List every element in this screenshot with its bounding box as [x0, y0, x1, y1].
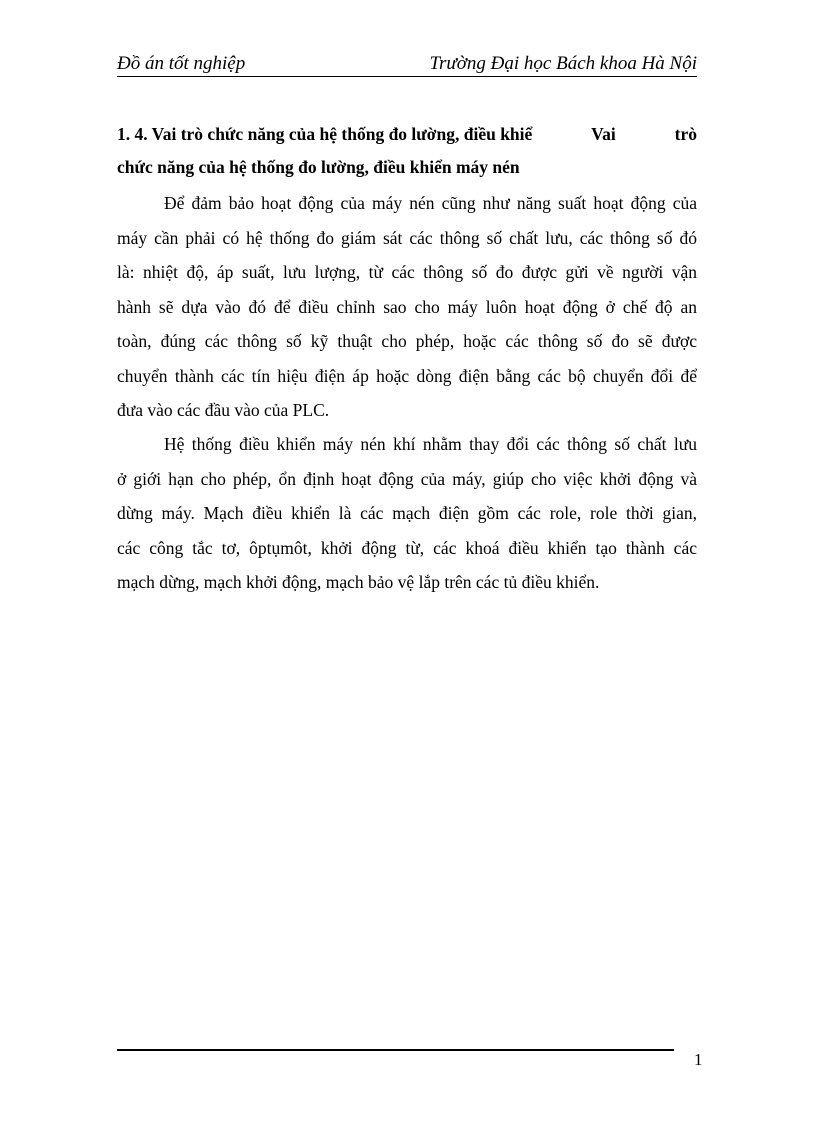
paragraph-line: hành sẽ dựa vào đó để điều chỉnh sao cho máy luôn hoạt động ở chế độ an: [117, 296, 697, 317]
heading-part-c: trò: [674, 124, 697, 144]
footer-divider: [117, 1049, 674, 1051]
paragraph-line: mạch dừng, mạch khởi động, mạch bảo vệ lắp trên các tủ điều khiển.: [117, 572, 600, 592]
paragraph-line: toàn, đúng các thông số kỹ thuật cho phép, hoặc các thông số đo sẽ được: [117, 331, 697, 351]
paragraph-line: là: nhiệt độ, áp suất, lưu lượng, từ các thông số đo được gửi về người vận: [117, 262, 697, 282]
page-number: 1: [694, 1050, 703, 1069]
paragraph-line: Để đảm bảo hoạt động của máy nén cũng như năng suất hoạt động của: [164, 193, 697, 213]
header-left-text: Đồ án tốt nghiệp: [117, 53, 246, 74]
paragraph-2: [117, 427, 697, 600]
paragraph-line: ở giới hạn cho phép, ổn định hoạt động của máy, giúp cho việc khởi động và: [117, 468, 697, 489]
section-heading: [117, 118, 697, 184]
section-heading-line-1: [117, 118, 697, 151]
section-heading-line-2: chức năng của hệ thống đo lường, điều khiển máy nén: [117, 157, 520, 177]
paragraph-line: các công tắc tơ, ôptụmôt, khởi động từ, các khoá điều khiển tạo thành các: [117, 537, 697, 558]
paragraph-line: Hệ thống điều khiển máy nén khí nhằm thay đổi các thông số chất lưu: [164, 434, 697, 454]
paragraph-line: chuyển thành các tín hiệu điện áp hoặc dòng điện bằng các bộ chuyển đổi để: [117, 365, 697, 386]
paragraph-line: đưa vào các đầu vào của PLC.: [117, 400, 330, 420]
page-header: [117, 52, 697, 77]
paragraph-line: máy cần phải có hệ thống đo giám sát các thông số chất lưu, các thông số đó: [117, 227, 697, 248]
paragraph-1: [117, 186, 697, 428]
heading-part-b: Vai: [591, 124, 616, 144]
heading-part-a: 1. 4. Vai trò chức năng của hệ thống đo lường, điều khiể: [117, 124, 533, 144]
paragraph-line: dừng máy. Mạch điều khiển là các mạch điện gồm các role, role thời gian,: [117, 503, 697, 523]
header-right-text: Trường Đại học Bách khoa Hà Nội: [429, 53, 697, 74]
